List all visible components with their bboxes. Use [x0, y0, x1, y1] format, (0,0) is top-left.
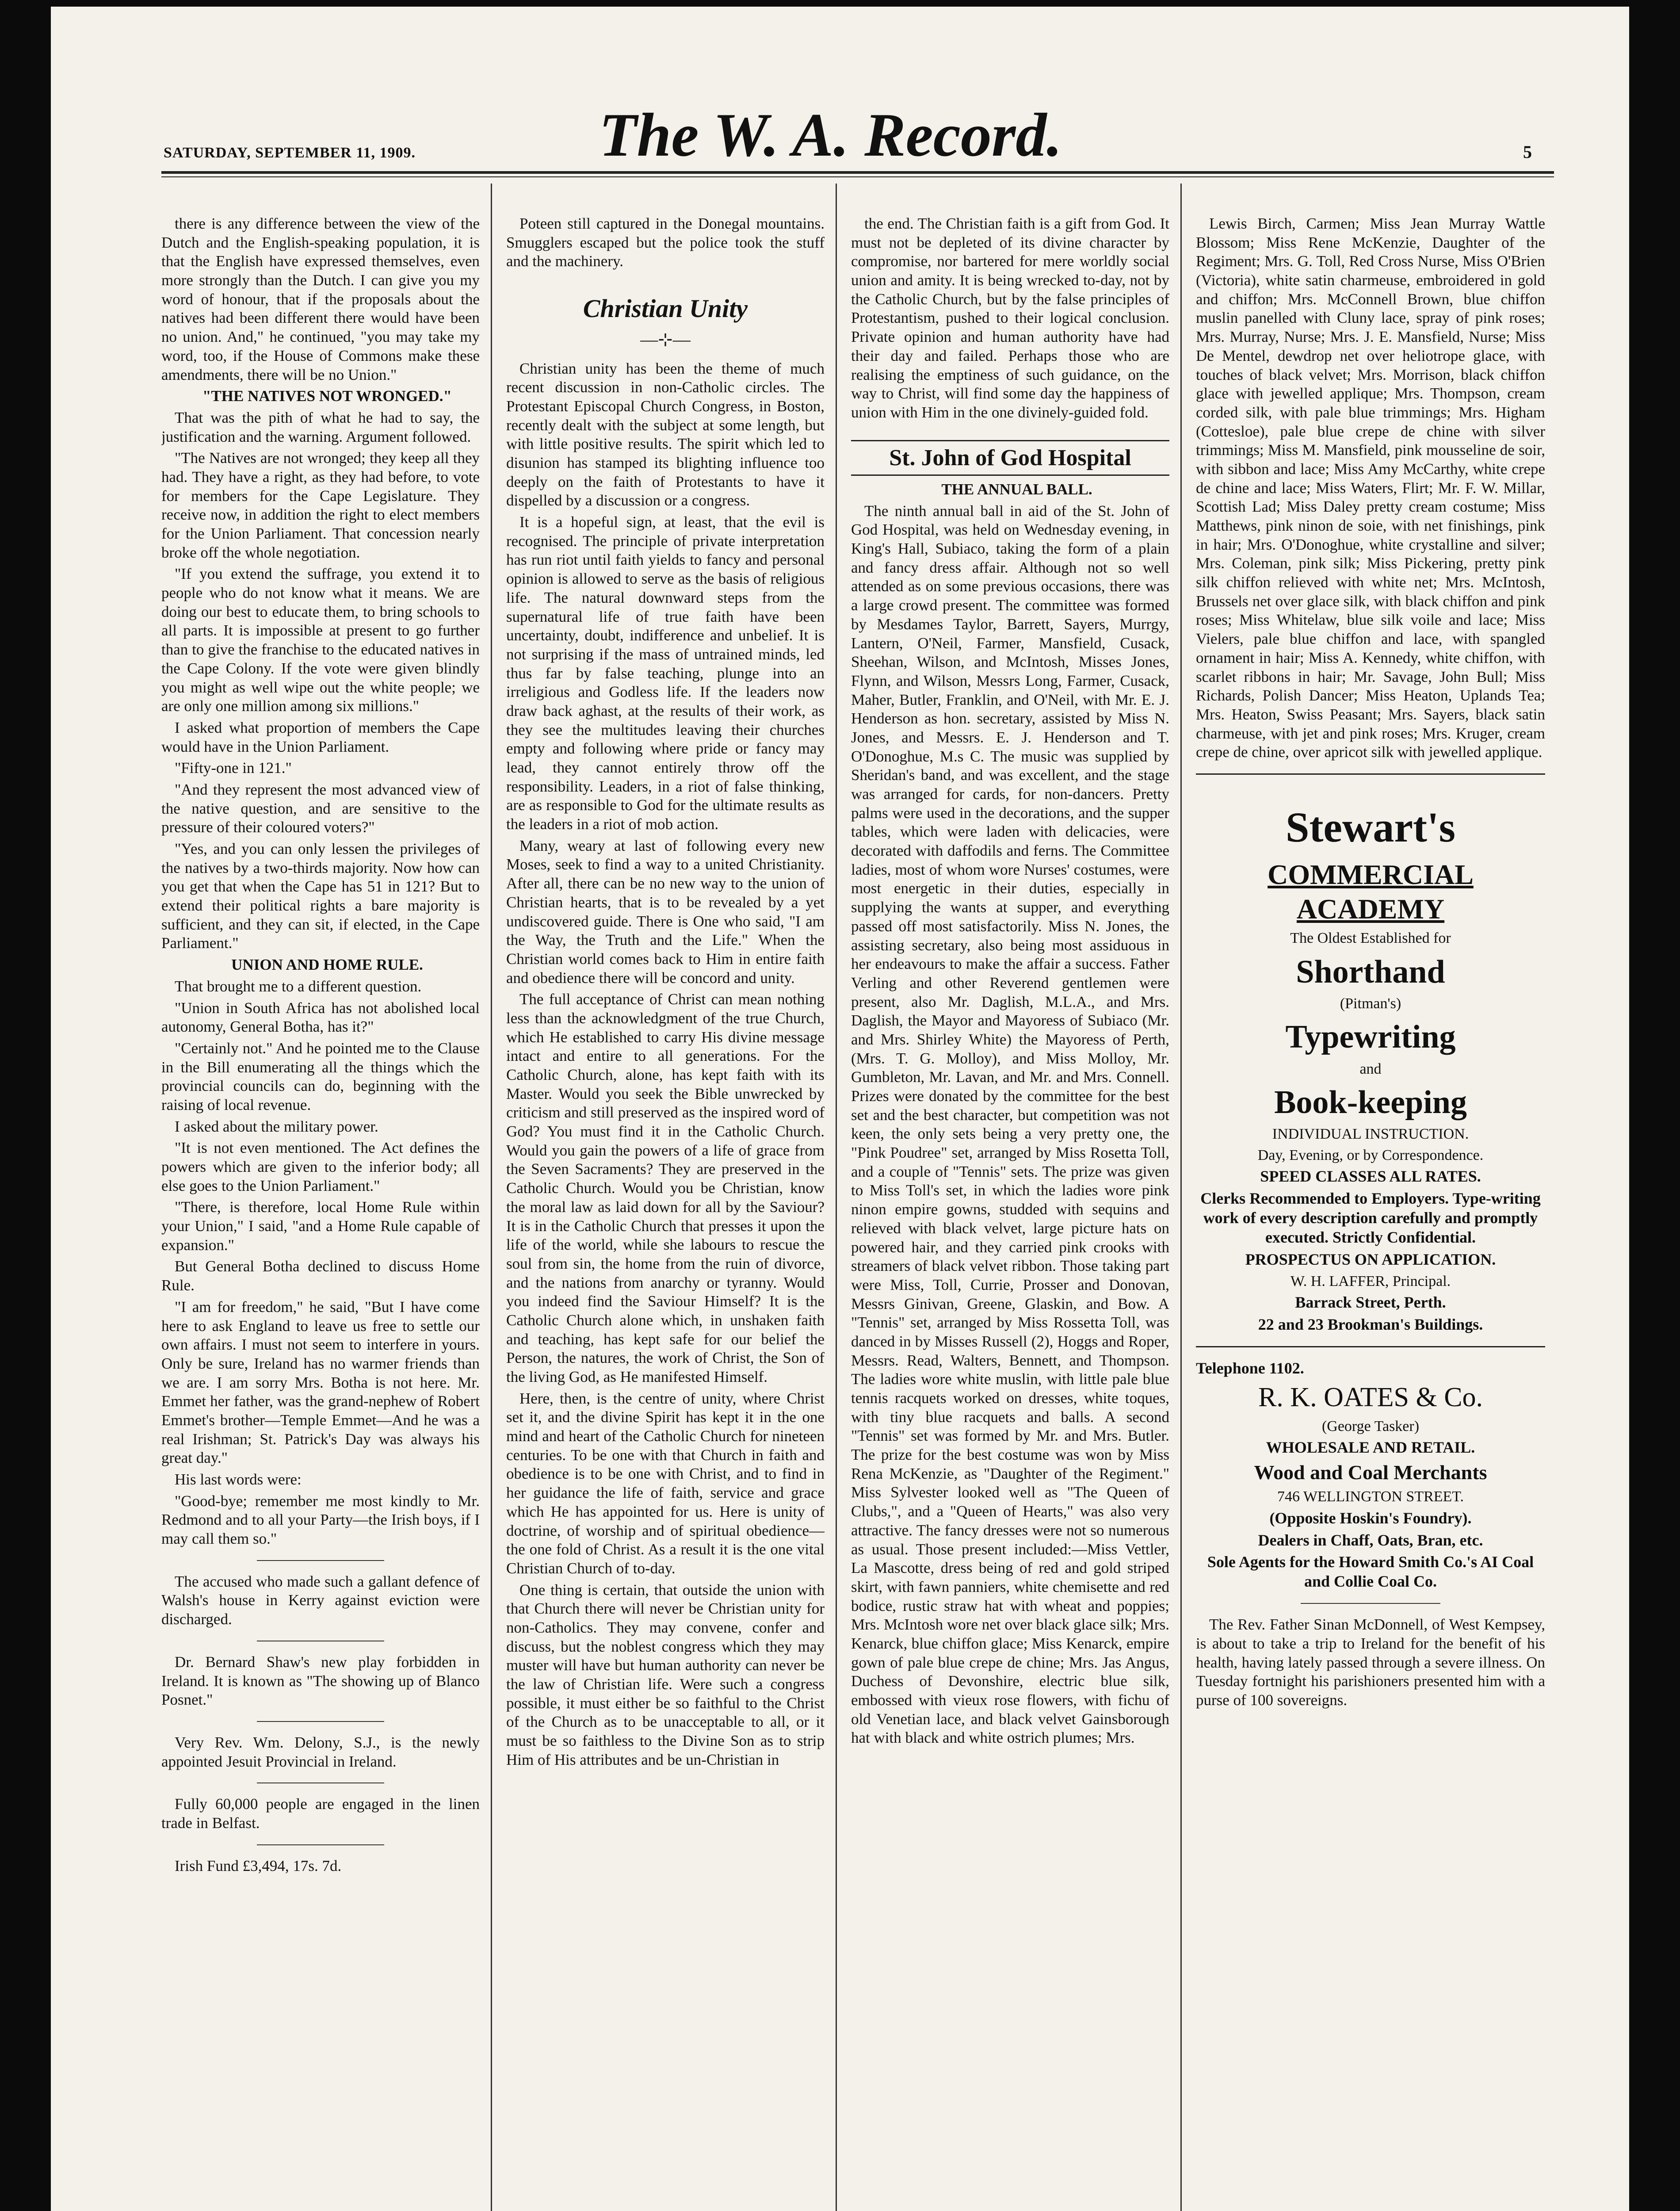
ad-text: Day, Evening, or by Correspondence.	[1257, 1147, 1484, 1163]
section-heading: UNION AND HOME RULE.	[231, 956, 423, 974]
ad-text: W. H. LAFFER, Principal.	[1290, 1273, 1451, 1289]
article-paragraph: The full acceptance of Christ can mean nothing less than the acknowledgment of the true Church, which He established to carry His divine message intact and entire to all generations. For the Catholic Church, alone, has kept faith with its Master. Would you seek the Bible unwrecked by criticism and still preserved as the inspired word of God? You must find it in the Catholic Church. Would you gain the powers of a life of grace from the Seven Sacraments? They are preserved in the Catholic Church. Would you be Christian, know the moral law as laid down for all by the Saviour? It is in the Catholic Church that presses it upon the life of the world, while she labours to rescue the soul from sin, the home from the ruin of divorce, and the nations from anarchy or tyranny. Would you indeed find the Saviour Himself? It is the Catholic Church alone which, in unshaken faith and teaching, has kept safe for our belief the Person, the natures, the work of Christ, the Son of the living God, as He manifested Himself.	[506, 991, 825, 1386]
ad-text: Wood and Coal Merchants	[1254, 1461, 1487, 1484]
ad-subject: Typewriting	[1285, 1019, 1456, 1056]
ad-text: WHOLESALE AND RETAIL.	[1266, 1438, 1475, 1457]
article-paragraph: One thing is certain, that outside the union with that Church there will never be Christian unity for non-Catholics. They may convene, confer and discuss, but the noblest congress which they may muster will have but human authority can never be the law of Christian life. Were such a congress possible, it must either be so faithful to the Christ of the Church as to be unacceptable to all, or it must be so faithless to the Divine Son as to strip Him of His attributes and be un-Christian in	[506, 1581, 825, 1768]
ad-name: R. K. OATES & Co.	[1258, 1382, 1483, 1413]
article-paragraph: "The Natives are not wronged; they keep all they had. They have a right, as they had before, to vote for members for the Cape Legislature. They receive now, in addition the right to elect members for the Union Parliament. That concession nearly broke off the whole negotiation.	[161, 449, 480, 561]
newspaper-page	[51, 7, 1629, 2211]
article-paragraph: "There, is therefore, local Home Rule within your Union," I said, "and a Home Rule capable of expansion."	[161, 1198, 480, 1254]
header-rule	[161, 171, 1554, 174]
article-paragraph: The ninth annual ball in aid of the St. John of God Hospital, was held on Wednesday evening, in King's Hall, Subiaco, taking the form of a plain and fancy dress affair. Although not so well attended as on some previous occasions, there was a large crowd present. The committee was formed by Mesdames Taylor, Barrett, Sayers, Murrgy, Lantern, O'Neil, Farmer, Mansfield, Cusack, Sheehan, Wilson, and McIntosh, Misses Jones, Flynn, and Wilson, Messrs Long, Farmer, Cusack, Maher, Butler, Franklin, and O'Neil, with Mr. E. J. Henderson as hon. secretary, assisted by Miss N. Jones, and Messrs. E. J. Henderson and T. O'Donoghue, M.s C. The music was supplied by Sheridan's band, and was excellent, and the stage was arranged for cards, for non-dancers. Pretty palms were used in the decorations, and the supper tables, which were laden with delicacies, were decorated with daffodils and ferns. The Committee ladies, most of whom wore Nurses' costumes, were most energetic in their duties, especially in supplying the wants at supper, and everything passed off most satisfactorily. Miss N. Jones, the assisting secretary, also being most assiduous in her endeavours to make the affair a success. Father Verling and other Reverend gentlemen were present, also Mr. Daglish, M.L.A., and Mrs. Daglish, the Mayor and Mayoress of Subiaco (Mr. and Mrs. Shirley White) the Mayoress of Perth, (Mrs. T. G. Molloy), and Miss Molloy, Mr. Gumbleton, Mr. Lavan, and Mr. and Mrs. Connell. Prizes were donated by the committee for the best set and the best character, but competition was not keen, the only sets being a very pretty one, the "Pink Poudree" set, arranged by Miss Rosetta Toll, and a couple of "Tennis" sets. The prize was given to Miss Toll's set, in which the ladies wore pink ninon empire gowns, studded with sequins and relieved with black velvet, large picture hats on powered hair, and they carried pink crooks with streamers of black velvet ribbon. Those taking part were Miss, Toll, Currie, Prosser and Donovan, Messrs Ginivan, Greene, Glaskin, and Bow. A "Tennis" set, arranged by Miss Rossetta Toll, was danced in by Misses Russell (2), Hoggs and Roper, Messrs. Read, Walters, Bennett, and Thompson. The ladies wore white muslin, with little pale blue tennis racquets worked on dresses, white toques, with tiny blue racquets and balls. A second "Tennis" set was formed by Mr. and Mrs. Butler. The prize for the best costume was won by Miss Rena McKenzie, as "Daughter of the Regiment." Miss Sylvester looked well as "The Queen of Clubs,", and a "Queen of Hearts," was also very attractive. The fancy dresses were not so numerous as usual. Those present included:—Miss Vettler, La Mascotte, dress being of red and gold striped skirt, with fawn panniers, white chemisette and red bodice, rustic straw hat with wheat and poppies; Mrs. McIntosh wore net over black glace silk; Mrs. Kenarck, blue chiffon glace; Miss Kenarck, empire gown of pale blue crepe de chine; Mrs. Jas Angus, Duchess of Devonshire, electric blue silk, embossed with vieux rose flowers, with fichu of old Venetian lace, and black velvet Gainsborough hat with black and white ostrich plumes; Mrs.	[851, 502, 1169, 1747]
advertisement-stewarts	[1196, 773, 1545, 1335]
ad-text: Barrack Street, Perth.	[1295, 1293, 1446, 1312]
ad-text: Dealers in Chaff, Oats, Bran, etc.	[1258, 1531, 1483, 1549]
news-brief: Very Rev. Wm. Delony, S.J., is the newly appointed Jesuit Provincial in Ireland.	[161, 1733, 480, 1770]
article-paragraph: "Fifty-one in 121."	[175, 759, 292, 777]
divider	[257, 1721, 384, 1722]
ad-text: (George Tasker)	[1321, 1418, 1420, 1434]
article-paragraph: But General Botha declined to discuss Home Rule.	[161, 1258, 480, 1294]
article-paragraph: I asked about the military power.	[175, 1117, 378, 1135]
article-paragraph: "Union in South Africa has not abolished local autonomy, General Botha, has it?"	[161, 999, 480, 1036]
ad-line: COMMERCIAL	[1268, 859, 1474, 891]
article-paragraph: "And they represent the most advanced view of the native question, and are sensitive to the pressure of their coloured voters?"	[161, 780, 480, 836]
ad-note: (Pitman's)	[1340, 995, 1401, 1012]
ad-text: 22 and 23 Brookman's Buildings.	[1258, 1316, 1483, 1334]
article-paragraph: Here, then, is the centre of unity, where Christ set it, and the divine Spirit has kept it in the one mind and heart of the Catholic Church for nineteen centuries. To be one with that Church in faith and obedience is to be one with Christ, and to find in her guidance the life of faith, service and grace which He has appointed for us. Here is unity of doctrine, of worship and of spiritual obedience—the one fold of Christ. As a result it is the one vital Christian Church of to-day.	[506, 1389, 825, 1577]
column-4	[1196, 214, 1545, 2211]
ad-tagline: The Oldest Established for	[1290, 930, 1451, 947]
divider	[257, 1560, 384, 1561]
ornament: —⊹—	[640, 329, 691, 349]
ad-text: SPEED CLASSES ALL RATES.	[1260, 1167, 1481, 1186]
ad-text: (Opposite Hoskin's Foundry).	[1269, 1509, 1472, 1527]
issue-date: SATURDAY, SEPTEMBER 11, 1909.	[164, 145, 416, 161]
header-rule-thin	[161, 176, 1554, 177]
ad-text: 746 WELLINGTON STREET.	[1277, 1488, 1464, 1505]
column-3	[851, 214, 1169, 2211]
divider	[257, 1844, 384, 1845]
article-paragraph: there is any difference between the view of the Dutch and the English-speaking population, it is that the English have expressed themselves, even more strongly than the Dutch. I can give you my word of honour, that if the proposals about the natives had been different there would have been no union. And," he continued, "you may take my word, too, if the House of Commons make these amendments, there will be no Union."	[161, 215, 480, 383]
article-paragraph: It is a hopeful sign, at least, that the evil is recognised. The principle of private interpretation has run riot until faith yields to fancy and personal opinion is allowed to serve as the basis of religious life. The natural downward steps from the supernatural life of true faith have been uncertainty, doubt, indifference and unbelief. It is not surprising if the mass of untrained minds, led thus far by false teaching, plunge into an irreligious and Godless life. If the leaders now draw back aghast, at the results of their work, as they see the multitudes leaving their churches empty and following where pride or fancy may lead, they cannot entirely throw off the responsibility. Leaders, in a riot of false thinking, are as responsible to God for the ultimate results as the leaders in a riot of mob action.	[506, 513, 825, 833]
column-divider	[836, 184, 837, 2211]
masthead-title: The W. A. Record.	[599, 101, 1062, 169]
ad-text: INDIVIDUAL INSTRUCTION.	[1272, 1126, 1469, 1143]
advertisement-oates	[1196, 1346, 1545, 1591]
divider	[1301, 1603, 1440, 1604]
article-paragraph: His last words were:	[175, 1471, 302, 1488]
ad-line: ACADEMY	[1296, 893, 1445, 925]
ad-note: and	[1359, 1060, 1382, 1077]
ad-name: Stewart's	[1286, 803, 1455, 851]
article-paragraph: "It is not even mentioned. The Act defines the powers which are given to the inferior body; all else goes to the Union Parliament."	[161, 1139, 480, 1194]
ad-subject: Book-keeping	[1274, 1084, 1467, 1121]
section-heading: "THE NATIVES NOT WRONGED."	[202, 387, 452, 405]
article-paragraph: That brought me to a different question.	[175, 977, 422, 995]
news-brief: The Rev. Father Sinan McDonnell, of West Kempsey, is about to take a trip to Ireland for the benefit of his health, having lately passed through a severe illness. On Tuesday fortnight his parishioners presented him with a purse of 100 sovereigns.	[1196, 1616, 1545, 1709]
ad-text: Sole Agents for the Howard Smith Co.'s AI Coal and Collie Coal Co.	[1207, 1553, 1534, 1591]
news-brief: Fully 60,000 people are engaged in the linen trade in Belfast.	[161, 1795, 480, 1832]
article-paragraph: "Good-bye; remember me most kindly to Mr. Redmond and to all your Party—the Irish boys, if I may call them so."	[161, 1492, 480, 1548]
article-paragraph: "Yes, and you can only lessen the privileges of the natives by a two-thirds majority. Now how can you get that when the Cape has 51 in 121? But to extend their political rights a bare majority is sufficient, and they can sit, if elected, in the Cape Parliament."	[161, 840, 480, 952]
ad-text: Clerks Recommended to Employers. Type-writing work of every description carefully and promptly executed. Strictly Confidential.	[1200, 1190, 1541, 1247]
column-1	[161, 214, 480, 2211]
column-divider	[1180, 184, 1182, 2211]
article-paragraph: Many, weary at last of following every new Moses, seek to find a way to a united Christianity. After all, there can be no new way to the union of Christian hearts, that is to be revealed by a yet undiscovered guide. There is One who said, "I am the Way, the Truth and the Life." When the Christian world comes back to Him in entire faith and obedience there will be concord and unity.	[506, 837, 825, 987]
column-2	[506, 214, 825, 2211]
article-subheading: THE ANNUAL BALL.	[941, 481, 1092, 498]
article-paragraph: I asked what proportion of members the Cape would have in the Union Parliament.	[161, 719, 480, 755]
article-paragraph: "If you extend the suffrage, you extend it to people who do not know what it means. We are doing our best to educate them, to bring schools to all parts. It is impossible at present to go further than to give the franchise to the educated natives in the Cape Colony. If the vote were given blindly you might as well wipe out the white people; we are only one million among six millions."	[161, 565, 480, 715]
article-paragraph: the end. The Christian faith is a gift from God. It must not be depleted of its divine character by compromise, nor bartered for mere worldly social union and amity. It is being wrecked to-day, not by the Catholic Church, but by the false principles of Protestantism, pushed to their logical conclusion. Private opinion and human authority have had their day and failed. Perhaps those who are realising the emptiness of such guidance, on the way to Christ, will find some day the happiness of union with Him in the one divinely-guided fold.	[851, 215, 1169, 421]
article-paragraph: That was the pith of what he had to say, the justification and the warning. Argument followed.	[161, 409, 480, 445]
ad-phone: Telephone 1102.	[1196, 1359, 1304, 1377]
ad-text: PROSPECTUS ON APPLICATION.	[1245, 1250, 1496, 1268]
news-brief: Dr. Bernard Shaw's new play forbidden in Ireland. It is known as "The showing up of Blanco Posnet."	[161, 1653, 480, 1709]
ad-subject: Shorthand	[1296, 953, 1445, 990]
article-heading: Christian Unity	[583, 294, 748, 323]
article-paragraph: "I am for freedom," he said, "But I have come here to ask England to leave us free to settle our own affairs. I must not seem to interfere in yours. Only be sure, Ireland has no warmer friends than we are. I am sorry Mrs. Botha is not here. Mr. Emmet her father, was the grand-nephew of Robert Emmet's brother—Temple Emmet—And he was a real Irishman; St. Patrick's Day was always his great day."	[161, 1298, 480, 1467]
news-brief: Irish Fund £3,494, 17s. 7d.	[175, 1857, 342, 1874]
article-paragraph: Lewis Birch, Carmen; Miss Jean Murray Wattle Blossom; Miss Rene McKenzie, Daughter of the Regiment; Mrs. G. Toll, Red Cross Nurse, Miss O'Brien (Victoria), white satin charmeuse, embroidered in gold and chiffon; Mrs. McConnell Brown, blue chiffon muslin panelled with Cluny lace, spray of pink roses; Mrs. Murray, Nurse; Mrs. J. E. Mansfield, Nurse; Miss De Mentel, dewdrop net over heliotrope glace, with touches of black velvet; Mrs. Morrison, black chiffon glace with jewelled applique; Mrs. Thompson, cream corded silk, with pale blue trimmings; Mrs. Higham (Cottesloe), pale blue crepe de chine with silver trimmings; Miss M. Mansfield, pink mousseline de soir, with sibbon and lace; Miss Amy McCarthy, white crepe de chine and lace; Miss Waters, Flirt; Mr. F. W. Millar, Scottish Lad; Miss Daley pretty cream costume; Miss Matthews, pink ninon de soie, with net finishings, pink in hair; Mrs. O'Donoghue, white crystalline and silver; Mrs. Coleman, pink silk; Miss Pickering, pretty pink silk chiffon relieved with white net; Mrs. McIntosh, Brussels net over glace silk, with black chiffon and pink roses; Miss Whitelaw, blue silk voile and lace; Miss Vielers, pale blue chiffon and lace, with spangled ornament in hair; Miss A. Kennedy, white chiffon, with scarlet ribbons in hair; Mr. Savage, John Bull; Miss Richards, Polish Dancer; Miss Heaton, Uplands Tea; Mrs. Heaton, Swiss Peasant; Mrs. Sayers, black satin charmeuse, with jet and pink roses; Mrs. Kruger, cream crepe de chine, over apricot silk with jewelled applique.	[1196, 215, 1545, 761]
article-paragraph: Poteen still captured in the Donegal mountains. Smugglers escaped but the police took the stuff and the machinery.	[506, 215, 825, 270]
article-heading: St. John of God Hospital	[851, 440, 1169, 476]
page-number: 5	[1523, 142, 1532, 162]
news-brief: The accused who made such a gallant defence of Walsh's house in Kerry against eviction were discharged.	[161, 1572, 480, 1628]
column-divider	[491, 184, 492, 2211]
article-paragraph: "Certainly not." And he pointed me to the Clause in the Bill enumerating all the things which the provincial councils can do, beginning with the raising of local revenue.	[161, 1039, 480, 1113]
article-paragraph: Christian unity has been the theme of much recent discussion in non-Catholic circles. The Protestant Episcopal Church Congress, in Boston, recently dealt with the subject at some length, but with little positive results. The spirit which led to disunion has stamped its blighting influence too deeply on the faith of Protestants to have it dispelled by a discussion or a congress.	[506, 360, 825, 509]
